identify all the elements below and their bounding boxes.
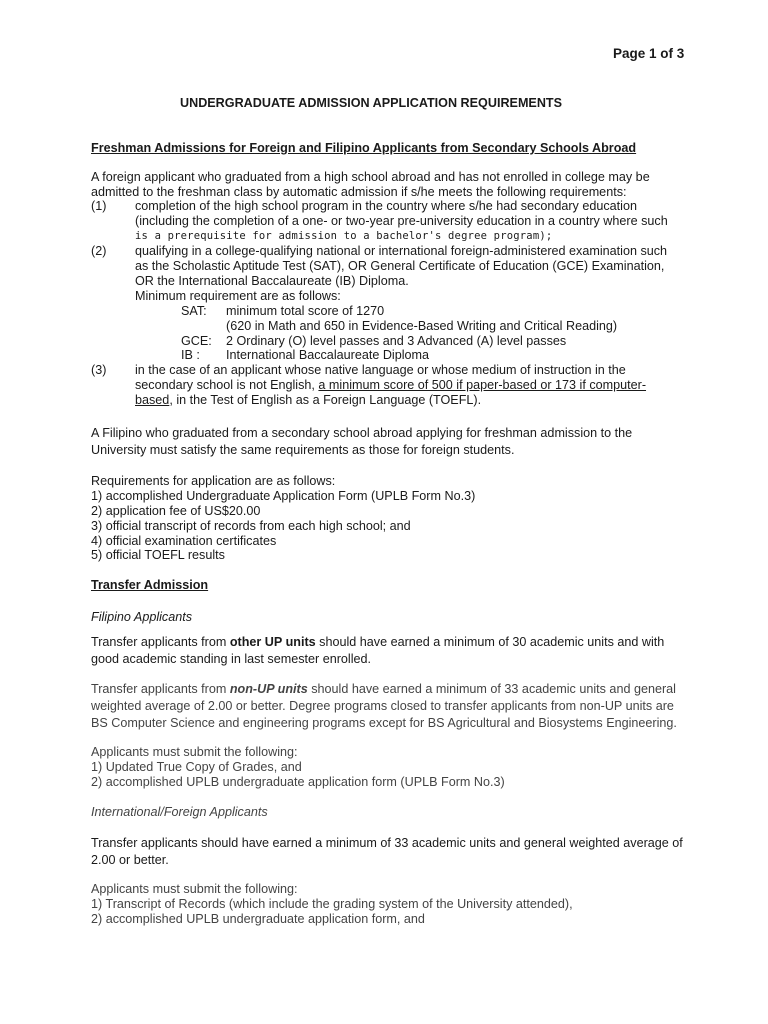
item3-line-1: in the case of an applicant whose native language or whose medium of instruction in the [135, 363, 626, 377]
other-up-units-bold: other UP units [229, 635, 316, 649]
item2-number: (2) [91, 244, 107, 258]
toefl-score-underlined: a minimum score of 500 if paper-based or 173 if computer- [318, 378, 647, 392]
intl-submit-heading: Applicants must submit the following: [91, 882, 298, 896]
intl-paragraph-line-2: 2.00 or better. [91, 853, 169, 867]
intl-submit-item: 2) accomplished UPLB undergraduate application form, and [91, 912, 425, 926]
transfer-p2-line-1 [91, 682, 676, 697]
transfer-p1-line-2: good academic standing in last semester enrolled. [91, 652, 372, 666]
freshman-heading: Freshman Admissions for Foreign and Filipino Applicants from Secondary Schools Abroad [91, 141, 637, 155]
filipino-applicants-heading: Filipino Applicants [91, 610, 193, 624]
transfer-p2-line-2: weighted average of 2.00 or better. Degree programs closed to transfer applicants from non-UP units are [91, 699, 674, 713]
freshman-intro-line-1: A foreign applicant who graduated from a high school abroad and has not enrolled in college may be [91, 170, 650, 184]
transfer-p2-text-c: should have earned a minimum of 33 academic units and general [307, 682, 676, 696]
item3-line-3-text: , in the Test of English as a Foreign Language (TOEFL). [169, 393, 482, 407]
sat-value: minimum total score of 1270 [226, 304, 385, 318]
ib-label: IB : [181, 348, 200, 362]
submit-heading: Applicants must submit the following: [91, 745, 298, 759]
submit-item: 1) Updated True Copy of Grades, and [91, 760, 302, 774]
transfer-p2-line-3: BS Computer Science and engineering programs except for BS Agricultural and Biosystems Engineering. [91, 716, 677, 730]
gce-label: GCE: [181, 334, 212, 348]
sat-detail: (620 in Math and 650 in Evidence-Based Writing and Critical Reading) [226, 319, 618, 333]
transfer-p1-line-1 [91, 635, 664, 650]
item2-line-2: as the Scholastic Aptitude Test (SAT), OR General Certificate of Education (GCE) Examination, [135, 259, 665, 273]
sat-label: SAT: [181, 304, 207, 318]
freshman-intro-line-2: admitted to the freshman class by automatic admission if s/he meets the following requirements: [91, 185, 627, 199]
requirement-item: 4) official examination certificates [91, 534, 277, 548]
page-title: UNDERGRADUATE ADMISSION APPLICATION REQUIREMENTS [180, 96, 563, 110]
item3-line-3 [135, 393, 481, 408]
submit-item: 2) accomplished UPLB undergraduate application form (UPLB Form No.3) [91, 775, 505, 789]
item2-line-3: OR the International Baccalaureate (IB) Diploma. [135, 274, 409, 288]
item3-line-2 [135, 378, 646, 393]
toefl-based-underlined: based [135, 393, 170, 407]
requirement-item: 5) official TOEFL results [91, 548, 225, 562]
filipino-line-2: University must satisfy the same requirements as those for foreign students. [91, 443, 515, 457]
page-number: Page 1 of 3 [613, 46, 685, 61]
item2-line-1: qualifying in a college-qualifying national or international foreign-administered examination such [135, 244, 668, 258]
requirement-item: 1) accomplished Undergraduate Application Form (UPLB Form No.3) [91, 489, 476, 503]
item1-line-2: (including the completion of a one- or two-year pre-university education in a country where such [135, 214, 668, 228]
item3-number: (3) [91, 363, 107, 377]
item1-line-1: completion of the high school program in the country where s/he had secondary education [135, 199, 637, 213]
transfer-p1-text-a: Transfer applicants from [91, 635, 230, 649]
gce-value: 2 Ordinary (O) level passes and 3 Advanced (A) level passes [226, 334, 567, 348]
item1-line-3: is a prerequisite for admission to a bachelor's degree program); [135, 230, 553, 242]
ib-value: International Baccalaureate Diploma [226, 348, 430, 362]
item1-number: (1) [91, 199, 107, 213]
requirements-heading: Requirements for application are as follows: [91, 474, 336, 488]
non-up-units-bold: non-UP units [229, 682, 308, 696]
intl-submit-item: 1) Transcript of Records (which include the grading system of the University attended), [91, 897, 573, 911]
transfer-p2-text-a: Transfer applicants from [91, 682, 230, 696]
filipino-line-1: A Filipino who graduated from a secondary school abroad applying for freshman admission to the [91, 426, 633, 440]
item3-line-2-text: secondary school is not English, [135, 378, 319, 392]
item2-line-4: Minimum requirement are as follows: [135, 289, 341, 303]
transfer-heading: Transfer Admission [91, 578, 209, 592]
transfer-p1-text-c: should have earned a minimum of 30 academic units and with [315, 635, 665, 649]
requirement-item: 2) application fee of US$20.00 [91, 504, 261, 518]
international-applicants-heading: International/Foreign Applicants [91, 805, 268, 819]
requirement-item: 3) official transcript of records from each high school; and [91, 519, 411, 533]
intl-paragraph-line-1: Transfer applicants should have earned a minimum of 33 academic units and general weighted average of [91, 836, 683, 850]
